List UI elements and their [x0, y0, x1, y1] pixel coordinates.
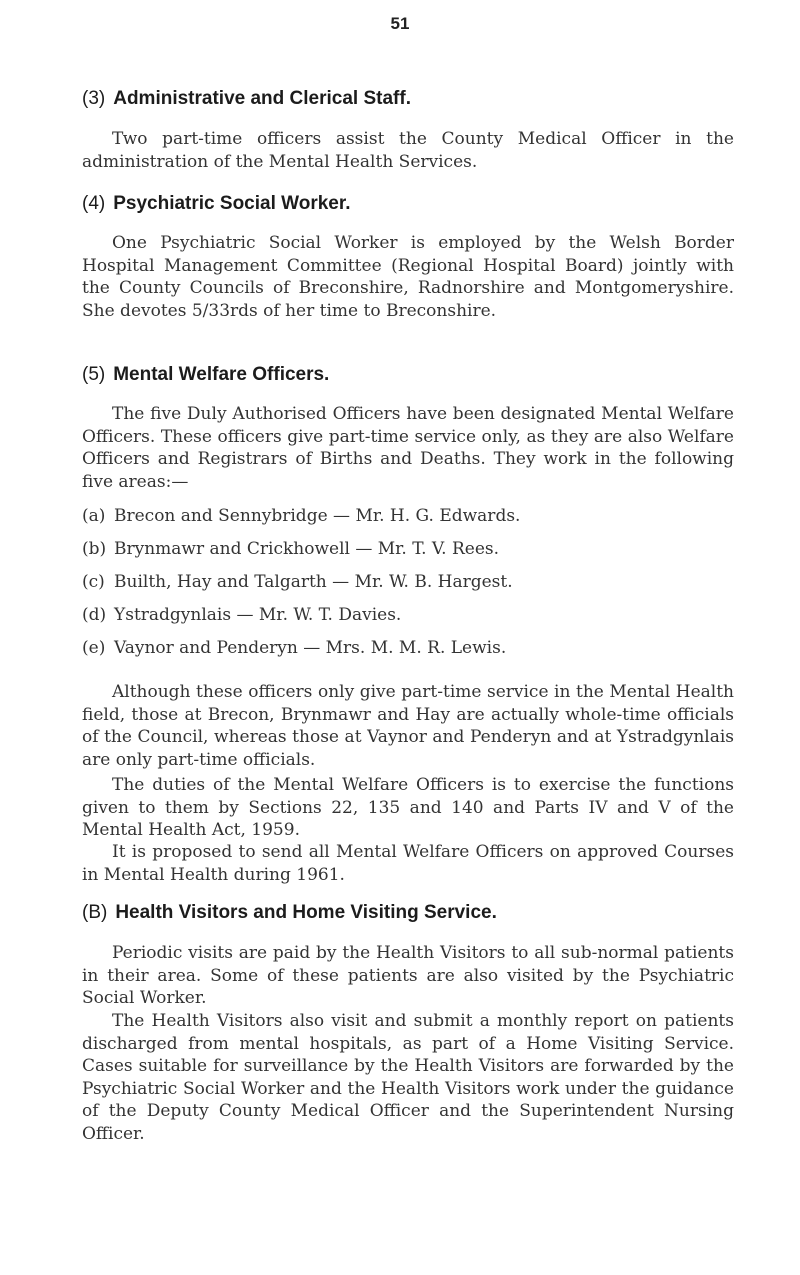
section-heading-mental-welfare-officers	[82, 364, 329, 386]
paragraph: It is proposed to send all Mental Welfare Officers on approved Courses in Mental Health during 1961.	[82, 842, 734, 885]
section-title: Mental Welfare Officers.	[113, 364, 330, 385]
section-title: Psychiatric Social Worker.	[113, 193, 351, 214]
list-item	[82, 571, 734, 593]
paragraph: The five Duly Authorised Officers have been designated Mental Welfare Officers. These officers give part-time service only, as they are also Welfare Officers and Registrars of Births and Deaths. They work in the following five areas:—	[82, 404, 734, 492]
paragraph: Periodic visits are paid by the Health Visitors to all sub-normal patients in their area. Some of these patients are also visited by the Psychiatric Social Worker.	[82, 943, 734, 1008]
section-number: (B)	[82, 902, 108, 923]
section-heading-administrative	[82, 88, 411, 110]
list-item	[82, 604, 734, 626]
section-number: (4)	[82, 193, 106, 214]
list-text: Ystradgynlais — Mr. W. T. Davies.	[114, 605, 402, 625]
section-number: (5)	[82, 364, 106, 385]
paragraph: Although these officers only give part-time service in the Mental Health field, those at Brecon, Brynmawr and Hay are actually whole-time officials of the Council, whereas those at Vaynor and Penderyn and at Ystradgynlais are only part-time officials.	[82, 682, 734, 770]
list-text: Brecon and Sennybridge — Mr. H. G. Edwards.	[114, 506, 521, 526]
list-item	[82, 505, 734, 527]
section-title: Administrative and Clerical Staff.	[113, 88, 411, 109]
list-item	[82, 637, 734, 659]
list-text: Brynmawr and Crickhowell — Mr. T. V. Rees.	[114, 539, 500, 559]
section-title: Health Visitors and Home Visiting Service.	[115, 902, 497, 923]
section-heading-health-visitors	[82, 902, 497, 924]
paragraph: The Health Visitors also visit and submit a monthly report on patients discharged from mental hospitals, as part of a Home Visiting Service. Cases suitable for surveillance by the Health Visitors are forwarded by the Psychiatric Social Worker and the Health Visitors work under the guidance of the Deputy County Medical Officer and the Superintendent Nursing Officer.	[82, 1011, 734, 1144]
paragraph: One Psychiatric Social Worker is employed by the Welsh Border Hospital Management Committee (Regional Hospital Board) jointly with the County Councils of Breconshire, Radnorshire and Montgomeryshire. She devotes 5/33rds of her time to Breconshire.	[82, 233, 734, 321]
paragraph: Two part-time officers assist the County Medical Officer in the administration of the Mental Health Services.	[82, 129, 734, 172]
list-text: Builth, Hay and Talgarth — Mr. W. B. Hargest.	[114, 572, 513, 592]
section-number: (3)	[82, 88, 106, 109]
section-heading-psychiatric-social-worker	[82, 193, 351, 215]
list-item	[82, 538, 734, 560]
page-number: 51	[390, 14, 410, 33]
list-label: (a)	[82, 506, 106, 526]
list-label: (e)	[82, 638, 106, 658]
list-label: (b)	[82, 539, 107, 559]
list-text: Vaynor and Penderyn — Mrs. M. M. R. Lewis.	[114, 638, 507, 658]
paragraph: The duties of the Mental Welfare Officers is to exercise the functions given to them by Sections 22, 135 and 140 and Parts IV and V of the Mental Health Act, 1959.	[82, 775, 734, 840]
list-label: (d)	[82, 605, 107, 625]
list-label: (c)	[82, 572, 105, 592]
